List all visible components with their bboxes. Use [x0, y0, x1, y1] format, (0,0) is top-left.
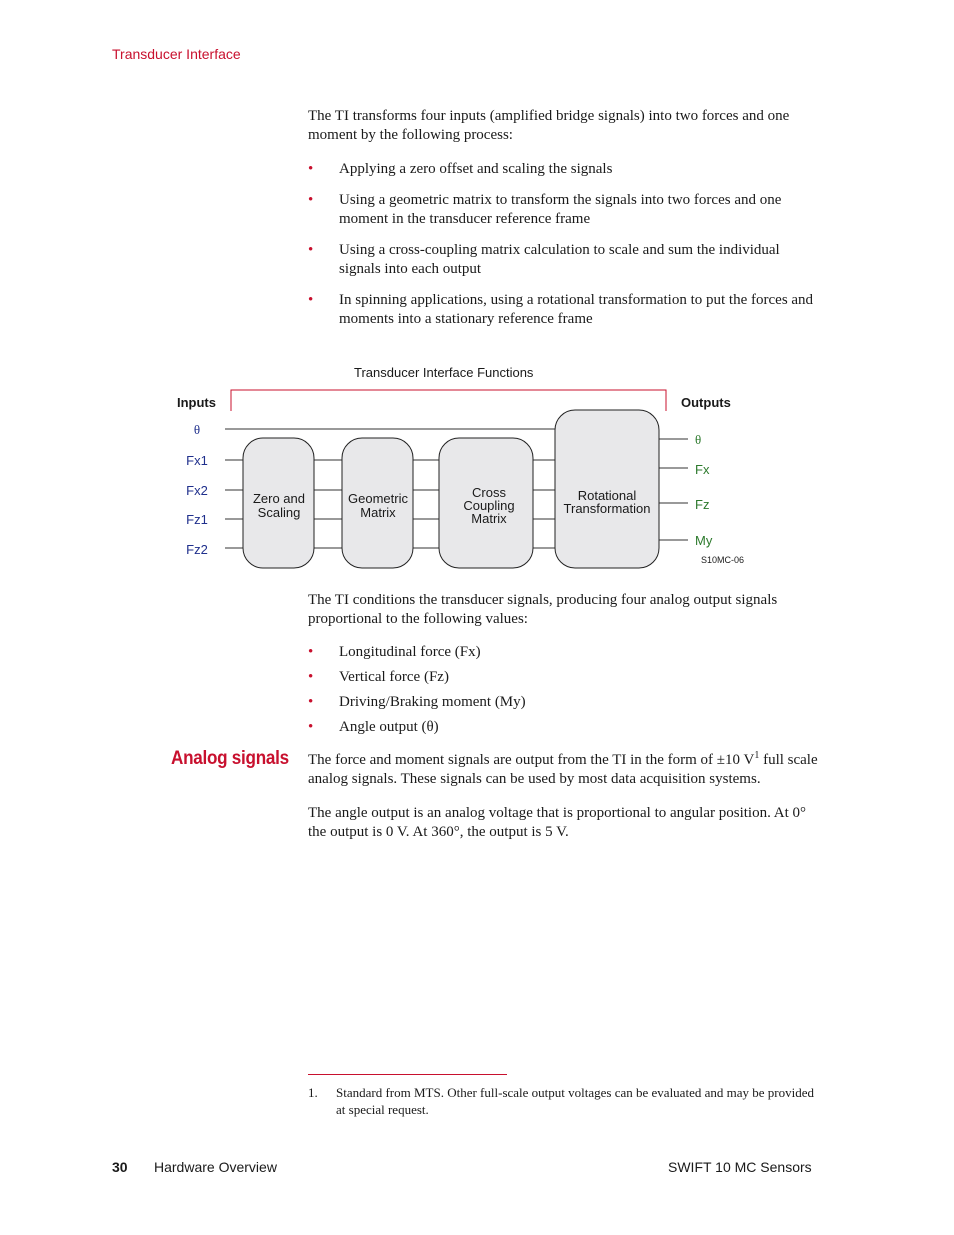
output-label-fx: Fx	[695, 462, 710, 477]
block-cross-coupling-matrix	[439, 438, 533, 568]
output-label-fz: Fz	[695, 497, 710, 512]
section-heading: Analog signals	[171, 748, 289, 769]
figure-id: S10MC-06	[701, 555, 745, 565]
block-geometric-matrix	[342, 438, 413, 568]
footer-chapter: Hardware Overview	[154, 1159, 277, 1175]
list-item: • In spinning applications, using a rotational transformation to put the forces and moments into a stationary reference frame	[308, 292, 814, 327]
bullet-icon: •	[308, 161, 314, 177]
input-label-fz1: Fz1	[186, 512, 208, 527]
svg-text:Cross: Cross	[472, 485, 506, 500]
svg-text:Matrix: Matrix	[471, 511, 507, 526]
svg-text:Rotational: Rotational	[577, 488, 637, 503]
list-item: • Applying a zero offset and scaling the signals	[308, 161, 613, 177]
input-label-fx2: Fx2	[186, 483, 208, 498]
bullet-icon: •	[308, 694, 314, 710]
svg-text:Coupling: Coupling	[463, 498, 515, 513]
list-item: • Using a geometric matrix to transform the signals into two forces and one moment in the transducer reference frame	[308, 192, 782, 227]
functions-bracket	[231, 390, 666, 411]
bullet-icon: •	[308, 192, 314, 208]
analog-paragraph-2: The angle output is an analog voltage that is proportional to angular position. At 0° the output is 0 V. At 360°, the output is 5 V.	[308, 805, 806, 840]
diagram-title: Transducer Interface Functions	[354, 365, 534, 380]
running-header: Transducer Interface	[112, 46, 241, 62]
footnote-number: 1.	[308, 1085, 318, 1100]
list-item: • Longitudinal force (Fx)	[308, 644, 481, 660]
list-item: • Angle output (θ)	[308, 719, 439, 735]
list-item: • Driving/Braking moment (My)	[308, 694, 526, 710]
process-list	[308, 160, 823, 329]
output-label-theta: θ	[695, 432, 702, 447]
input-label-fz2: Fz2	[186, 542, 208, 557]
footnote-ref: 1	[754, 750, 760, 761]
block-zero-and-scaling	[243, 438, 314, 568]
svg-text:Matrix: Matrix	[360, 505, 396, 520]
list-item: • Using a cross-coupling matrix calculation to scale and sum the individual signals into each output	[308, 242, 780, 277]
bullet-icon: •	[308, 292, 314, 308]
footer-product: SWIFT 10 MC Sensors	[668, 1159, 812, 1175]
svg-text:Zero and: Zero and	[252, 491, 306, 506]
conditions-paragraph: The TI conditions the transducer signals, producing four analog output signals proportional to the following values:	[308, 592, 778, 627]
footnote-text: Standard from MTS. Other full-scale output voltages can be evaluated and may be provided at special request.	[336, 1085, 814, 1117]
bullet-icon: •	[308, 242, 314, 258]
input-label-fx1: Fx1	[186, 453, 208, 468]
svg-text:Geometric: Geometric	[348, 491, 408, 506]
block-rotational-transformation	[555, 410, 659, 568]
intro-paragraph: The TI transforms four inputs (amplified bridge signals) into two forces and one moment by the following process:	[308, 108, 790, 143]
footnote-divider	[308, 1074, 507, 1075]
input-label-theta: θ	[193, 422, 201, 437]
inputs-label: Inputs	[177, 395, 216, 410]
transducer-interface-diagram	[170, 360, 770, 575]
page-number: 30	[112, 1159, 128, 1175]
output-label-my: My	[695, 533, 713, 548]
outputs-list	[308, 643, 823, 737]
list-item: • Vertical force (Fz)	[308, 669, 449, 685]
bullet-icon: •	[308, 719, 314, 735]
bullet-icon: •	[308, 669, 314, 685]
outputs-label: Outputs	[681, 395, 731, 410]
svg-text:Transformation: Transformation	[563, 501, 651, 516]
footnote	[308, 1084, 818, 1118]
analog-paragraph-1: The force and moment signals are output from the TI in the form of ±10 $V^1$ full scale analog signals. These signals can be used by most data acquisition systems.	[308, 750, 818, 787]
bullet-icon: •	[308, 644, 314, 660]
svg-text:Scaling: Scaling	[257, 505, 301, 520]
